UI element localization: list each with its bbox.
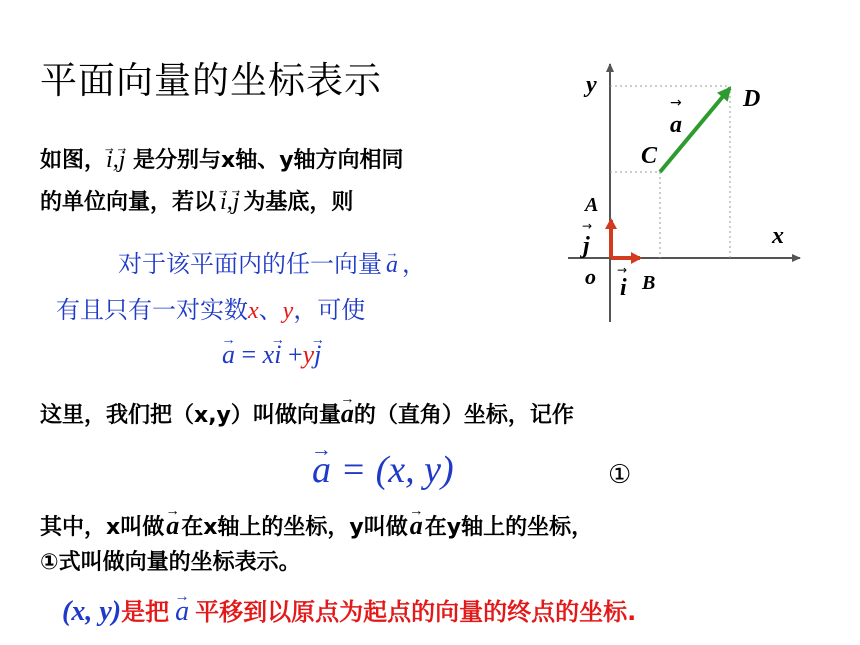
basis-i: → i bbox=[106, 147, 113, 174]
definition-text: 这里，我们把（x,y）叫做向量 bbox=[40, 403, 341, 428]
statement-text: 、 bbox=[258, 296, 283, 324]
basis-j-label: j bbox=[583, 233, 590, 259]
equation-j: → j bbox=[314, 340, 321, 370]
vector-a-label: a bbox=[670, 112, 682, 138]
explanation-text: 在y轴上的坐标， bbox=[424, 515, 594, 540]
basis-j-arrow-accent: → bbox=[582, 219, 593, 233]
conclusion-text: 是把 bbox=[121, 598, 170, 626]
basis-i-arrow-accent: → bbox=[617, 263, 628, 277]
point-b-label: B bbox=[642, 272, 656, 294]
basis-j: → j bbox=[119, 147, 126, 174]
vector-a: → a bbox=[175, 596, 189, 628]
equation-vector-a: → a bbox=[222, 340, 235, 370]
equation-x: x bbox=[262, 340, 275, 369]
explanation-text: 在x轴上的坐标，y叫做 bbox=[181, 515, 408, 540]
formula-rhs: = (x, y) bbox=[331, 449, 454, 491]
equation-equals: = bbox=[235, 340, 263, 369]
equation-y: y bbox=[302, 340, 315, 369]
page-title: 平面向量的坐标表示 bbox=[40, 59, 382, 102]
basis-j: → j bbox=[233, 189, 240, 216]
point-d-label: D bbox=[743, 86, 761, 112]
statement-text: 有且只有一对实数 bbox=[56, 296, 248, 324]
y-axis-label: y bbox=[586, 72, 597, 98]
real-x: x bbox=[248, 298, 259, 324]
basis-comma: , bbox=[226, 189, 233, 215]
point-c-label: C bbox=[641, 143, 658, 169]
basis-i: → i bbox=[220, 189, 227, 216]
basis-i-label: i bbox=[620, 275, 627, 301]
conclusion-text: 平移到以原点为起点的向量的终点的坐标. bbox=[195, 598, 637, 626]
intro-text: 是分别与x轴、y轴方向相同 bbox=[125, 148, 404, 173]
formula-vector-a: → a bbox=[312, 448, 331, 492]
vector-a: → a bbox=[410, 511, 423, 541]
basis-comma: , bbox=[112, 147, 119, 173]
intro-text: 如图， bbox=[40, 148, 107, 173]
explanation-line-2: ①式叫做向量的坐标表示。 bbox=[40, 550, 301, 575]
x-axis-label: x bbox=[772, 223, 784, 249]
point-a-label: A bbox=[585, 194, 599, 216]
intro-text: 为基底，则 bbox=[243, 190, 354, 215]
formula-marker: ① bbox=[608, 460, 632, 490]
intro-text: 的单位向量，若以 bbox=[40, 190, 217, 215]
equation-plus: + bbox=[281, 340, 303, 369]
equation-i: → i bbox=[274, 340, 281, 370]
vector-a: → a bbox=[341, 399, 354, 429]
statement-text: 对于该平面内的任一向量 bbox=[118, 250, 382, 278]
explanation-text: 其中，x叫做 bbox=[40, 515, 165, 540]
real-y: y bbox=[282, 298, 294, 324]
conclusion-xy: (x, y) bbox=[62, 596, 122, 627]
vector-a: → a bbox=[166, 511, 179, 541]
origin-label: o bbox=[585, 264, 596, 289]
vector-a-arrow-accent: → bbox=[670, 95, 682, 111]
definition-text: 的（直角）坐标，记作 bbox=[353, 403, 574, 428]
statement-text: ， bbox=[402, 250, 426, 278]
vector-a: → a bbox=[386, 252, 398, 279]
statement-text: ，可使 bbox=[293, 296, 366, 324]
